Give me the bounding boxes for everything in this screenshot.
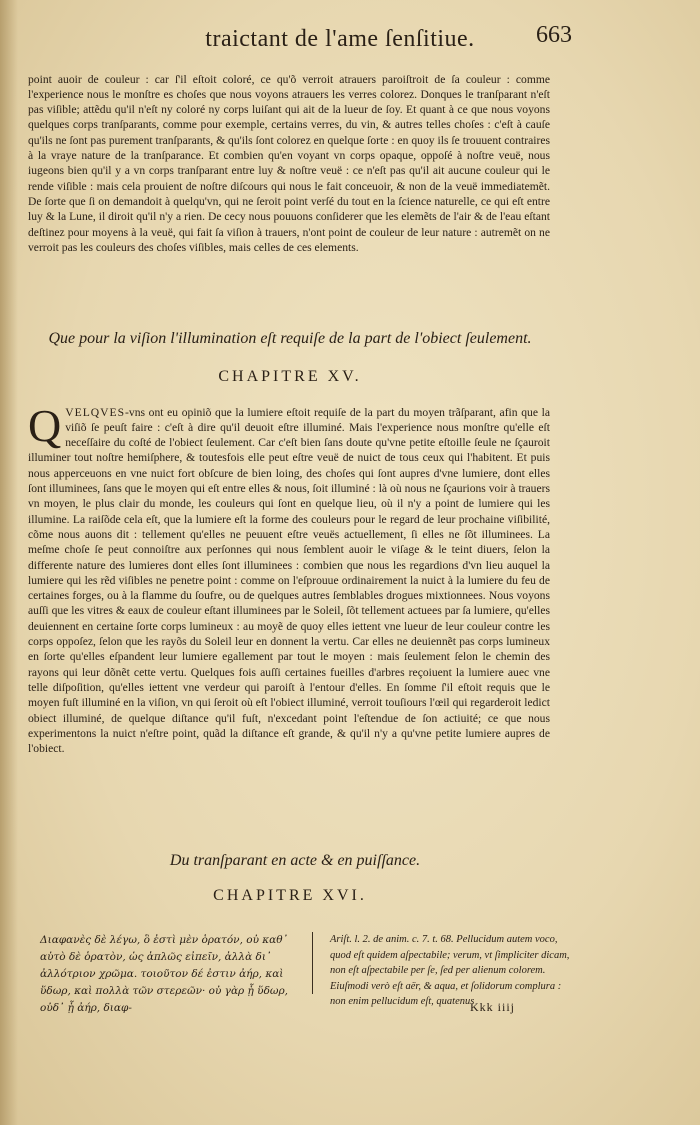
page-number: 663	[536, 22, 572, 48]
drop-cap: Q	[28, 399, 62, 451]
section-heading-1: Que pour la viſion l'illumination eſt requiſe de la part de l'obiect ſeulement.	[48, 330, 532, 347]
lead-word: VELQVES	[65, 405, 126, 419]
latin-marginal-note: Ariſt. l. 2. de anim. c. 7. t. 68. Pellucidum autem voco, quod eſt quidem aſpectabile; verum, vt ſimpliciter dicam, non eſt aſpectabile per ſe, ſed per alienum colorem. Eiuſmodi verò eſt aër, & aqua, et ſolidorum complura : non enim pellucidum eſt, quatenus	[330, 934, 570, 1007]
running-head: traictant de l'ame ſenſitiue.	[205, 26, 475, 52]
section-heading-2: Du tranſparant en acte & en puiſſance.	[169, 852, 421, 869]
greek-quotation: Διαφανὲς δὲ λέγω, ὃ ἐστὶ μὲν ὁρατόν, οὐ καθ᾽ αὑτὸ δὲ ὁρατὸν, ὡς ἁπλῶς εἰπεῖν, ἀλλὰ δι᾽ ἀλλότριον χρῶμα. τοιοῦτον δέ ἐστιν ἀήρ, καὶ ὕδωρ, καὶ πολλὰ τῶν στερεῶν· οὐ γὰρ ᾗ ὕδωρ, οὐδ᾽ ᾗ ἀήρ, διαφ-	[40, 934, 288, 1014]
paragraph-2-text: -vns ont eu opiniõ que la lumiere eſtoit requiſe de la part du moyen trãſparant, afin que la viſiõ ſe peuſt faire : c'eſt à dire qu'il deuoit eſtre illuminé. Mais l'experience nous monſtre qu'elle eſt neceſſaire du coſté de l'obiect ſeulement. Car c'eſt bien ſans doute qu'vne petite eſtoille ſeule ne ſçauroit illuminer tout noſtre hemiſphere, & toutesfois elle peut eſtre veuë de nuict de tous ceux qui l'habitent. Et puis nous apperceuons en vne nuict fort obſcure de bien loing, des choſes qui ſont aupres d'vne lumiere, dont elles ſont illuminees, ſans que le moyen qui eſt entre elles & nous, ſoit illuminé : là où nous ne ſçaurions voir à trauers vn moyen, le plus clair du monde, les couleurs qui ſont en quelque lieu, où il n'y a point de lumiere qui les illumine. La raiſõde cela eſt, que la lumiere eſt la forme des couleurs pour le regard de leur prochaine viſibilité, cõme nous auons dit : tellement qu'elles ne peuuent eſtre veuës actuellement, ſi elles ne ſõt illuminees. La meſme choſe ſe peut connoiſtre aux perſonnes qui nous ſemblent auoir le viſage & le teint diuers, ſelon la differente nature des lumieres dont elles ſont illuminees : combien que nous les regardions d'vn lieu auquel la lumiere qui les rẽd viſibles ne penetre point : comme on l'eſprouue ordinairement la nuict à la lumiere du feu de certaines forges, ou à la flamme du ſoufre, ou de quelques autres ſemblables drogues mixtionnees. Nous voyons auſſi que les vitres & eaux de couleur eſtant illuminees par le Soleil, ſõt tellement actuees par ſa lumiere, qu'elles deuiennent en certaine ſorte corps lumineux : au moyẽ de quoy elles iettent vne lueur de leur couleur contre les corps oppoſez, ſelon que les rayõs du Soleil leur en donnent la vertu. Car elles ne deuiennẽt pas corps lumineux en ſorte qu'elles eſpandent leur lumiere egallement par tout le moyen : mais ſeulement ſelon le chemin des rayons qui leur dõnẽt cette vertu. Quelques fois auſſi certaines fueilles d'arbres reçoiuent la lumiere auec vne telle diſpoſition, qu'elles iettent vne verdeur qui paroiſt à l'entour d'elles. En ſomme ſ'il eſtoit requis que le moyen fuſt illuminé en la viſion, vn qui ſeroit où eſt l'obiect illuminé, verroit touſiours l'œil qui regarderoit ledict obiect illuminé, de quelque diſtance qu'il fuſt, n'excedant point l'eſtendue de ſon actiuité; ce que nous experimentons la nuict n'eſtre point, quãd la diſtance eſt grande, & qu'il n'y a qu'vne petite lumiere aupres de l'obiect.	[28, 405, 550, 756]
page-header	[120, 26, 560, 53]
chapter-title-15: CHAPITRE XV.	[218, 368, 362, 385]
chapter-title-16: CHAPITRE XVI.	[213, 887, 367, 904]
column-divider	[312, 932, 313, 994]
paragraph-2	[28, 399, 550, 757]
paragraph-1: point auoir de couleur : car ſ'il eſtoit coloré, ce qu'õ verroit atrauers paroiſtroit de ſa couleur : comme l'experience nous le monſtre es choſes que nous voyons atrauers les verres colorez. Donques le tranſparant n'eſt pas viſible; attẽdu qu'il n'eſt ny coloré ny corps luiſant qui ait de la lueur de ſoy. Et quant à ce que nous voyons quelques corps tranſparants, comme pour exemple, certains verres, du vin, & autres telles choſes : c'eſt à cauſe qu'ils ne ſont pas purement tranſparants, & qu'ils ſont colorez en quelque ſorte : en quoy ils ſe trouuent contraires à la vraye nature de la tranſparance. Et combien qu'en voyant vn corps opaque, oppoſé à noſtre veuë, nous iugeons bien qu'il y a vn corps tranſparant entre luy & noſtre veuë : ce n'eſt pas qu'il ait aucune couleur qui le rende viſible : mais cela prouient de noſtre diſcours qui nous le fait conceuoir, & non de la veuë immediatemẽt. De ſorte que ſi on demandoit à quelqu'vn, qui ne ſeroit point verſé du tout en la ſcience naturelle, ce qui eſt entre luy & la Lune, il diroit qu'il n'y a rien. De cecy nous pouuons conſiderer que les elemẽts de l'air & de l'eau eſtant deſtinez pour moyens à la veuë, qui fait ſa viſion à trauers, n'ont point de couleur de leur nature : autremẽt on ne verroit pas les couleurs des choſes viſibles, mais celles de ces elements.	[28, 72, 550, 254]
signature-mark: Kkk iiij	[470, 1000, 516, 1014]
